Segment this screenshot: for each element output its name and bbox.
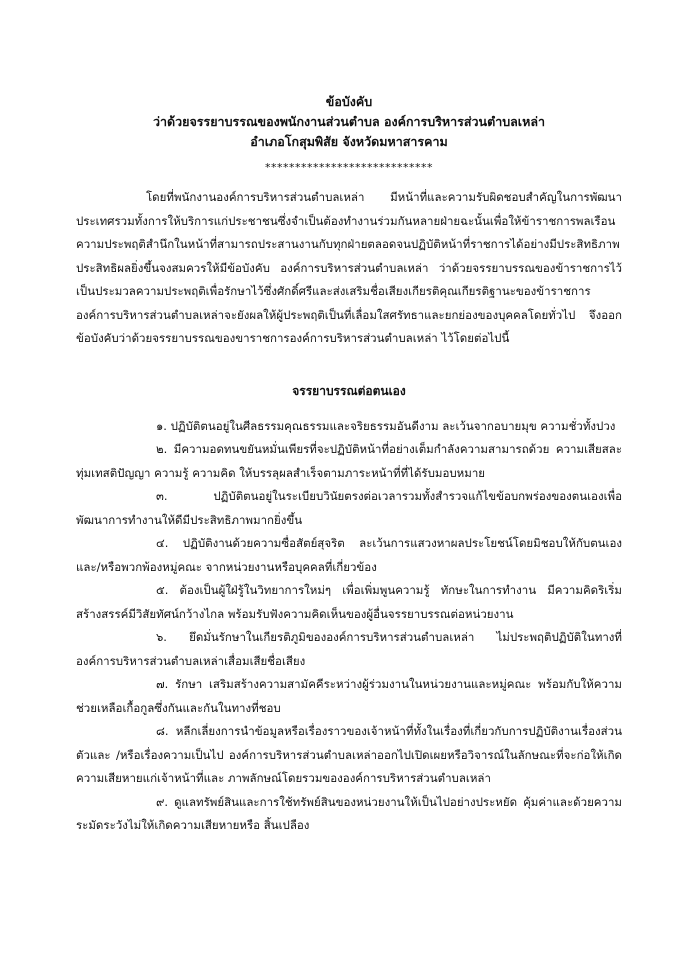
title-line-1: ข้อบังคับ — [325, 94, 373, 109]
separator-line: **************************** — [265, 161, 433, 174]
title-line-2: ว่าด้วยจรรยาบรรณของพนักงานส่วนตำบล องค์การบริหารส่วนตำบลเหล่า — [152, 114, 546, 129]
rule-item: ๔. ปฏิบัติงานด้วยความซื่อสัตย์สุจริต ละเว้นการแสวงหาผลประโยชน์โดยมิชอบให้กับตนเอง และ/หรือพวกพ้องหมู่คณะ จากหน่วยงานหรือบุคคลที่เกี่ยวข้อง — [76, 536, 622, 574]
rule-item: ๗. รักษา เสริมสร้างความสามัคคีระหว่างผู้ร่วมงานในหน่วยงานและหมู่คณะ พร้อมกับให้ความช่วยเหลือเกื้อกูลซึ่งกันและกันในทางที่ชอบ — [76, 677, 622, 715]
rule-item: ๙. ดูแลทรัพย์สินและการใช้ทรัพย์สินของหน่วยงานให้เป็นไปอย่างประหยัด คุ้มค่าและด้วยความระมัดระวังไม่ให้เกิดความเสียหายหรือ สิ้นเปลือง — [76, 794, 622, 832]
document-title — [76, 92, 622, 152]
rule-item: ๑. ปฏิบัติตนอยู่ในศีลธรรมคุณธรรมและจริยธรรมอันดีงาม ละเว้นจากอบายมุข ความชั่วทั้งปวง — [156, 418, 616, 433]
intro-paragraph: โดยที่พนักงานองค์การบริหารส่วนตำบลเหล่า มีหน้าที่และความรับผิดชอบสำคัญในการพัฒนาประเทศรวมทั้งการให้บริการแก่ประชาชนซึ่งจำเป็นต้องทำงานร่วมกันหลายฝ่ายฉะนั้นเพื่อให้ข้าราชการพลเรือนความประพฤติสำนึกในหน้าที่สามารถประสานงานกับทุกฝ่ายตลอดจนปฏิบัติหน้าที่ราชการได้อย่างมีประสิทธิภาพประสิทธิผลยิ่งขึ้นจงสมควรให้มีข้อบังคับ องค์การบริหารส่วนตำบลเหล่า ว่าด้วยจรรยาบรรณของข้าราชการไว้เป็นประมวลความประพฤติเพื่อรักษาไว้ซึ่งศักดิ์ศรีและส่งเสริมชื่อเสียงเกียรติคุณเกียรติฐานะของข้าราชการองค์การบริหารส่วนตำบลเหล่าจะยังผลให้ผู้ประพฤติเป็นที่เลื่อมใสศรัทธาและยกย่องของบุคคลโดยทั่วไป จึงออกข้อบังคับว่าด้วยจรรยาบรรณของขาราชการองค์การบริหารส่วนตำบลเหล่า ไว้โดยต่อไปนี้ — [76, 190, 622, 345]
rule-item: ๘. หลีกเลี่ยงการนำข้อมูลหรือเรื่องราวของเจ้าหน้าที่ทั้งในเรื่องที่เกี่ยวกับการปฏิบัติงานเรื่องส่วนตัวและ /หรือเรื่องความเป็นไป องค์การบริหารส่วนตำบลเหล่าออกไปเปิดเผยหรือวิจารณ์ในลักษณะที่จะก่อให้เกิดความเสียหายแก่เจ้าหน้าที่และ ภาพลักษณ์โดยรวมขององค์การบริหารส่วนตำบลเหล่า — [76, 724, 622, 785]
section-heading: จรรยาบรรณต่อตนเอง — [292, 383, 406, 398]
rule-item: ๖. ยึดมั่นรักษาในเกียรติภูมิขององค์การบริหารส่วนตำบลเหล่า ไม่ประพฤติปฏิบัติในทางที่องค์การบริหารส่วนตำบลเหล่าเสื่อมเสียชื่อเสียง — [76, 630, 622, 668]
rules-list — [76, 415, 622, 838]
rule-item: ๓. ปฏิบัติตนอยู่ในระเบียบวินัยตรงต่อเวลารวมทั้งสำรวจแก้ไขข้อบกพร่องของตนเองเพื่อพัฒนาการทำงานให้ดีมีประสิทธิภาพมากยิ่งขึ้น — [76, 489, 622, 527]
title-line-3: อำเภอโกสุมพิสัย จังหวัดมหาสารคาม — [250, 134, 448, 149]
rule-item: ๒. มีความอดทนขยันหมั่นเพียรที่จะปฏิบัติหน้าที่อย่างเต็มกำลังความสามารถด้วย ความเสียสละทุ่มเทสติปัญญา ความรู้ ความคิด ให้บรรลุผลสำเร็จตามภาระหน้าที่ที่ได้รับมอบหมาย — [76, 442, 622, 480]
rule-item: ๕. ต้องเป็นผู้ใฝ่รู้ในวิทยาการใหม่ๆ เพื่อเพิ่มพูนความรู้ ทักษะในการทำงาน มีความคิดริเริ่มสร้างสรรค์มีวิสัยทัศน์กว้างไกล พร้อมรับฟังความคิดเห็นของผู้อื่นจรรยาบรรณต่อหน่วยงาน — [76, 583, 622, 621]
